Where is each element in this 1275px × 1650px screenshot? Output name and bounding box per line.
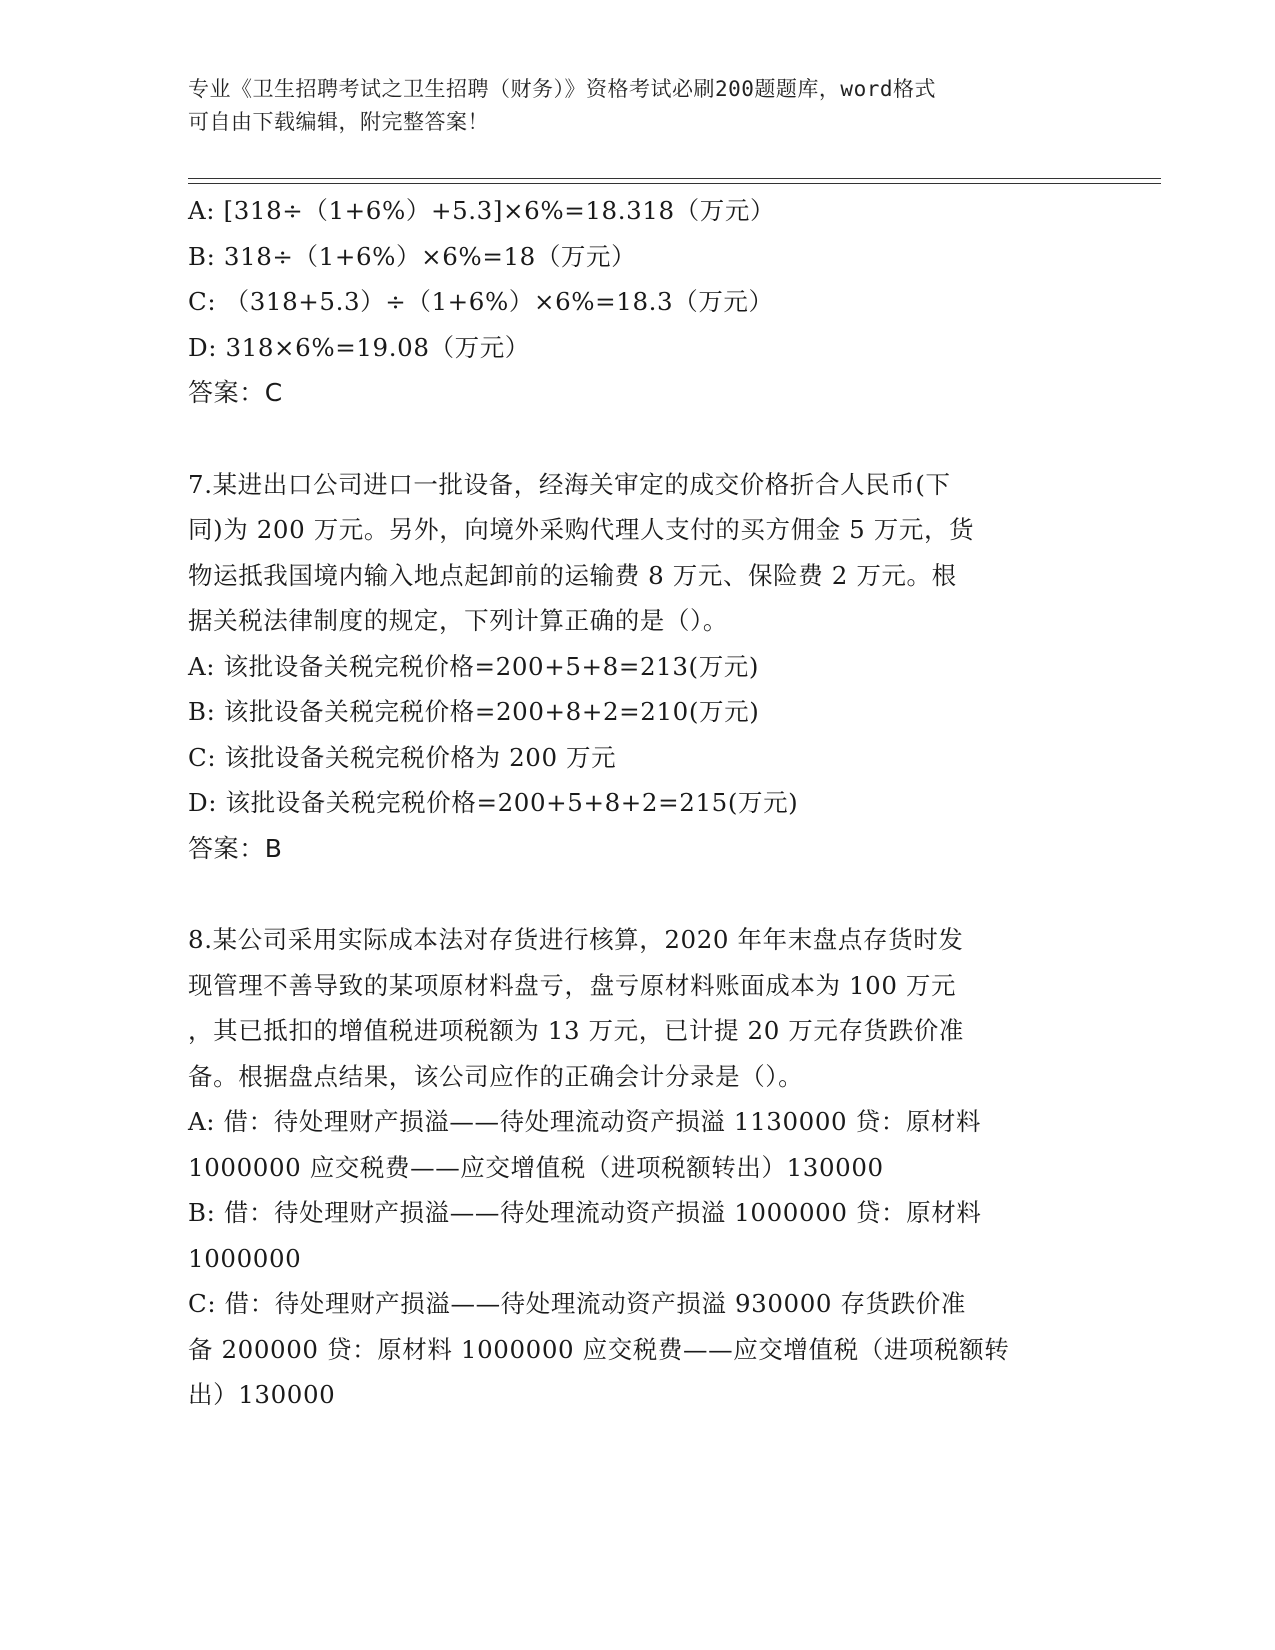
question-stem-line: ，其已抵扣的增值税进项税额为 13 万元，已计提 20 万元存货跌价准 bbox=[188, 1016, 964, 1045]
option-c-continued: 备 200000 贷：原材料 1000000 应交税费——应交增值税（进项税额转 bbox=[188, 1334, 1010, 1364]
option-a: A: 借：待处理财产损溢——待处理流动资产损溢 1130000 贷：原材料 bbox=[188, 1107, 982, 1136]
question-7 bbox=[188, 462, 1078, 872]
option-b: B: 借：待处理财产损溢——待处理流动资产损溢 1000000 贷：原材料 bbox=[188, 1198, 982, 1227]
question-stem-line: 现管理不善导致的某项原材料盘亏，盘亏原材料账面成本为 100 万元 bbox=[188, 970, 957, 1000]
question-stem-line: 7.某进出口公司进口一批设备，经海关审定的成交价格折合人民币(下 bbox=[188, 469, 951, 499]
answer-label: 答案：C bbox=[188, 378, 283, 407]
option-a: A: 该批设备关税完税价格=200+5+8=213(万元) bbox=[188, 651, 760, 681]
question-stem-line: 8.某公司采用实际成本法对存货进行核算，2020 年年末盘点存货时发 bbox=[188, 925, 964, 954]
page-header bbox=[188, 73, 1068, 139]
question-6 bbox=[188, 188, 1078, 416]
question-stem-line: 物运抵我国境内输入地点起卸前的运输费 8 万元、保险费 2 万元。根 bbox=[188, 560, 957, 590]
option-a: A: [318÷（1+6%）+5.3]×6%=18.318（万元） bbox=[188, 196, 776, 225]
option-b: B: 该批设备关税完税价格=200+8+2=210(万元) bbox=[188, 697, 760, 726]
option-b: B: 318÷（1+6%）×6%=18（万元） bbox=[188, 241, 637, 271]
question-8 bbox=[188, 917, 1078, 1418]
option-b-continued: 1000000 bbox=[188, 1243, 302, 1273]
option-c: C: 借：待处理财产损溢——待处理流动资产损溢 930000 存货跌价准 bbox=[188, 1289, 966, 1318]
spacer bbox=[188, 416, 1078, 462]
option-d: D: 该批设备关税完税价格=200+5+8+2=215(万元) bbox=[188, 788, 799, 817]
spacer bbox=[188, 871, 1078, 917]
header-divider-bottom bbox=[188, 183, 1161, 184]
option-d: D: 318×6%=19.08（万元） bbox=[188, 332, 530, 362]
question-stem-line: 同)为 200 万元。另外，向境外采购代理人支付的买方佣金 5 万元，货 bbox=[188, 515, 975, 544]
option-a-continued: 1000000 应交税费——应交增值税（进项税额转出）130000 bbox=[188, 1152, 884, 1182]
option-c-continued: 出）130000 bbox=[188, 1380, 336, 1409]
option-c: C: （318+5.3）÷（1+6%）×6%=18.3（万元） bbox=[188, 287, 774, 316]
header-line-2: 可自由下载编辑，附完整答案！ bbox=[188, 110, 489, 134]
option-c: C: 该批设备关税完税价格为 200 万元 bbox=[188, 742, 617, 772]
document-body bbox=[188, 188, 1078, 1418]
question-stem-line: 备。根据盘点结果，该公司应作的正确会计分录是（）。 bbox=[188, 1061, 804, 1091]
question-stem-line: 据关税法律制度的规定，下列计算正确的是（）。 bbox=[188, 606, 728, 635]
answer-label: 答案：B bbox=[188, 833, 283, 863]
header-line-1: 专业《卫生招聘考试之卫生招聘（财务）》资格考试必刷200题题库，word格式 bbox=[188, 77, 936, 101]
header-divider-top bbox=[188, 178, 1161, 179]
